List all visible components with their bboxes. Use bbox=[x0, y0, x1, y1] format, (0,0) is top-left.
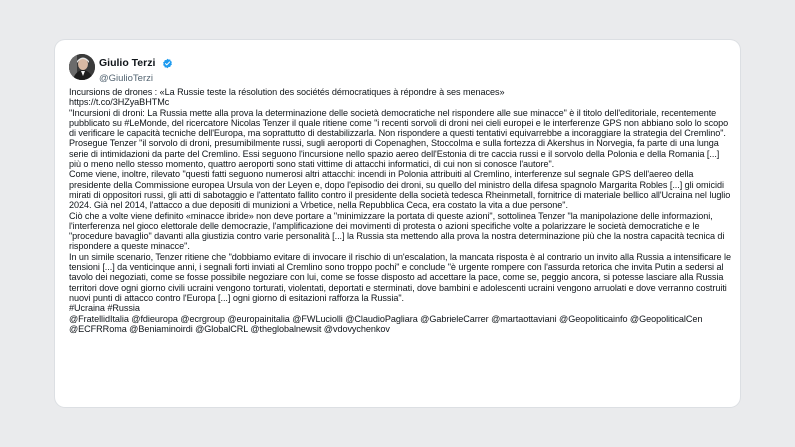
tweet-card bbox=[55, 40, 740, 407]
tweet-mentions[interactable]: @FratellidItalia @fdieuropa @ecrgroup @europainitalia @FWLuciolli @ClaudioPagliara @GabrieleCarrer @martaottaviani @Geopoliticainfo @GeopoliticalCen @ECFRRoma @Beniaminoirdi @GlobalCRL @theglobalnewsit @vdovychenkov bbox=[69, 313, 703, 334]
author-display-name[interactable]: Giulio Terzi bbox=[99, 57, 156, 70]
tweet-hashtags[interactable]: #Ucraina #Russia bbox=[69, 303, 140, 314]
author-handle[interactable]: @GiulioTerzi bbox=[99, 73, 153, 84]
tweet-body bbox=[69, 87, 733, 334]
avatar-portrait-icon bbox=[69, 54, 95, 80]
verified-badge-icon bbox=[162, 58, 173, 69]
tweet-paragraph-title: Incursions de drones : «La Russie teste la résolution des sociétés démocratiques à répondre à ses menaces» bbox=[69, 87, 505, 97]
tweet-paragraph: Prosegue Tenzer "il sorvolo di droni, presumibilmente russi, sugli aeroporti di Copenaghen, Stoccolma e sulla fortezza di Akershus in Norvegia, fa parte di una lunga serie di intimidazioni da parte del Cremlino. Essi seguono l'incursione nello spazio aereo dell'Estonia di tre caccia russi e il sorvolo della Polonia e della Romania [...] più o meno nello stesso momento, quattro aeroporti sono stati vittime di attacchi informatici, di cui non si conosce l'autore". bbox=[69, 138, 720, 170]
tweet-paragraph: In un simile scenario, Tenzer ritiene che "dobbiamo evitare di invocare il rischio di un'escalation, la mancata risposta è al contrario un invito alla Russia a intensificare le tensioni [...] da venticinque anni, i segnali forti inviati al Cremlino sono troppo pochi" e conclude "è urgente rompere con l'assurda retorica che invita Putin a sedersi al tavolo dei negoziati, come se fosse possibile negoziare con lui, come se fosse disposto ad accettare la pace, come se, peggio ancora, si potesse lasciare alla Russia territori dove ogni giorno civili ucraini vengono torturati, violentati, deportati e sterminati, dove bambini e adolescenti ucraini vengono arruolati e dove verranno costruiti nuovi punti di attacco contro l'Europa [...] ogni giorno di esitazioni rafforza la Russia". bbox=[69, 251, 731, 303]
tweet-paragraph: "Incursioni di droni: La Russia mette alla prova la determinazione delle società democratiche nel rispondere alle sue minacce" è il titolo dell'editoriale, recentemente pubblicato su #LeMonde, del ricercatore Nicolas Tenzer il quale ritiene come "i recenti sorvoli di droni nei cieli europei e le interferenze GPS non abbiano solo lo scopo di verificare le capacità tecniche dell'Europa, ma soprattutto di destabilizzarla. Non rispondere a questi tentativi equivarrebbe a incoraggiare la strategia del Cremlino". bbox=[69, 107, 729, 139]
tweet-paragraph: Come viene, inoltre, rilevato "questi fatti seguono numerosi altri attacchi: incendi in Polonia attribuiti al Cremlino, interferenze sul segnale GPS dell'aereo della presidente della Commissione europea Ursula von der Leyen e, dopo l'episodio dei droni, su quello del ministro della difesa spagnolo Margarita Robles [...] gli omicidi mirati di oppositori russi, gli atti di sabotaggio e l'attentato fallito contro il presidente della società tedesca Rheinmetall, fornitrice di materiale bellico all'Ucraina nel luglio 2024. Già nel 2014, l'attacco a due depositi di munizioni a Vrbetice, nella Repubblica Ceca, era costato la vita a due persone". bbox=[69, 169, 731, 211]
author-names bbox=[99, 55, 173, 85]
tweet-paragraph: Ciò che a volte viene definito «minacce ibride» non deve portare a "minimizzare la portata di queste azioni", sottolinea Tenzer "la manipolazione delle informazioni, l'interferenza nel gioco elettorale delle democrazie, l'amplificazione dei movimenti di protesta o azioni specifiche volte a polarizzare le società democratiche e le "procedure bavaglio" davanti alla giustizia contro varie personalità [...] la Russia sta mettendo alla prova la nostra determinazione più che la nostra capacità tecnica di rispondere a queste minacce". bbox=[69, 210, 725, 252]
avatar[interactable] bbox=[69, 54, 95, 80]
tweet-link[interactable]: https://t.co/3HZyaBHTMc bbox=[69, 97, 170, 108]
